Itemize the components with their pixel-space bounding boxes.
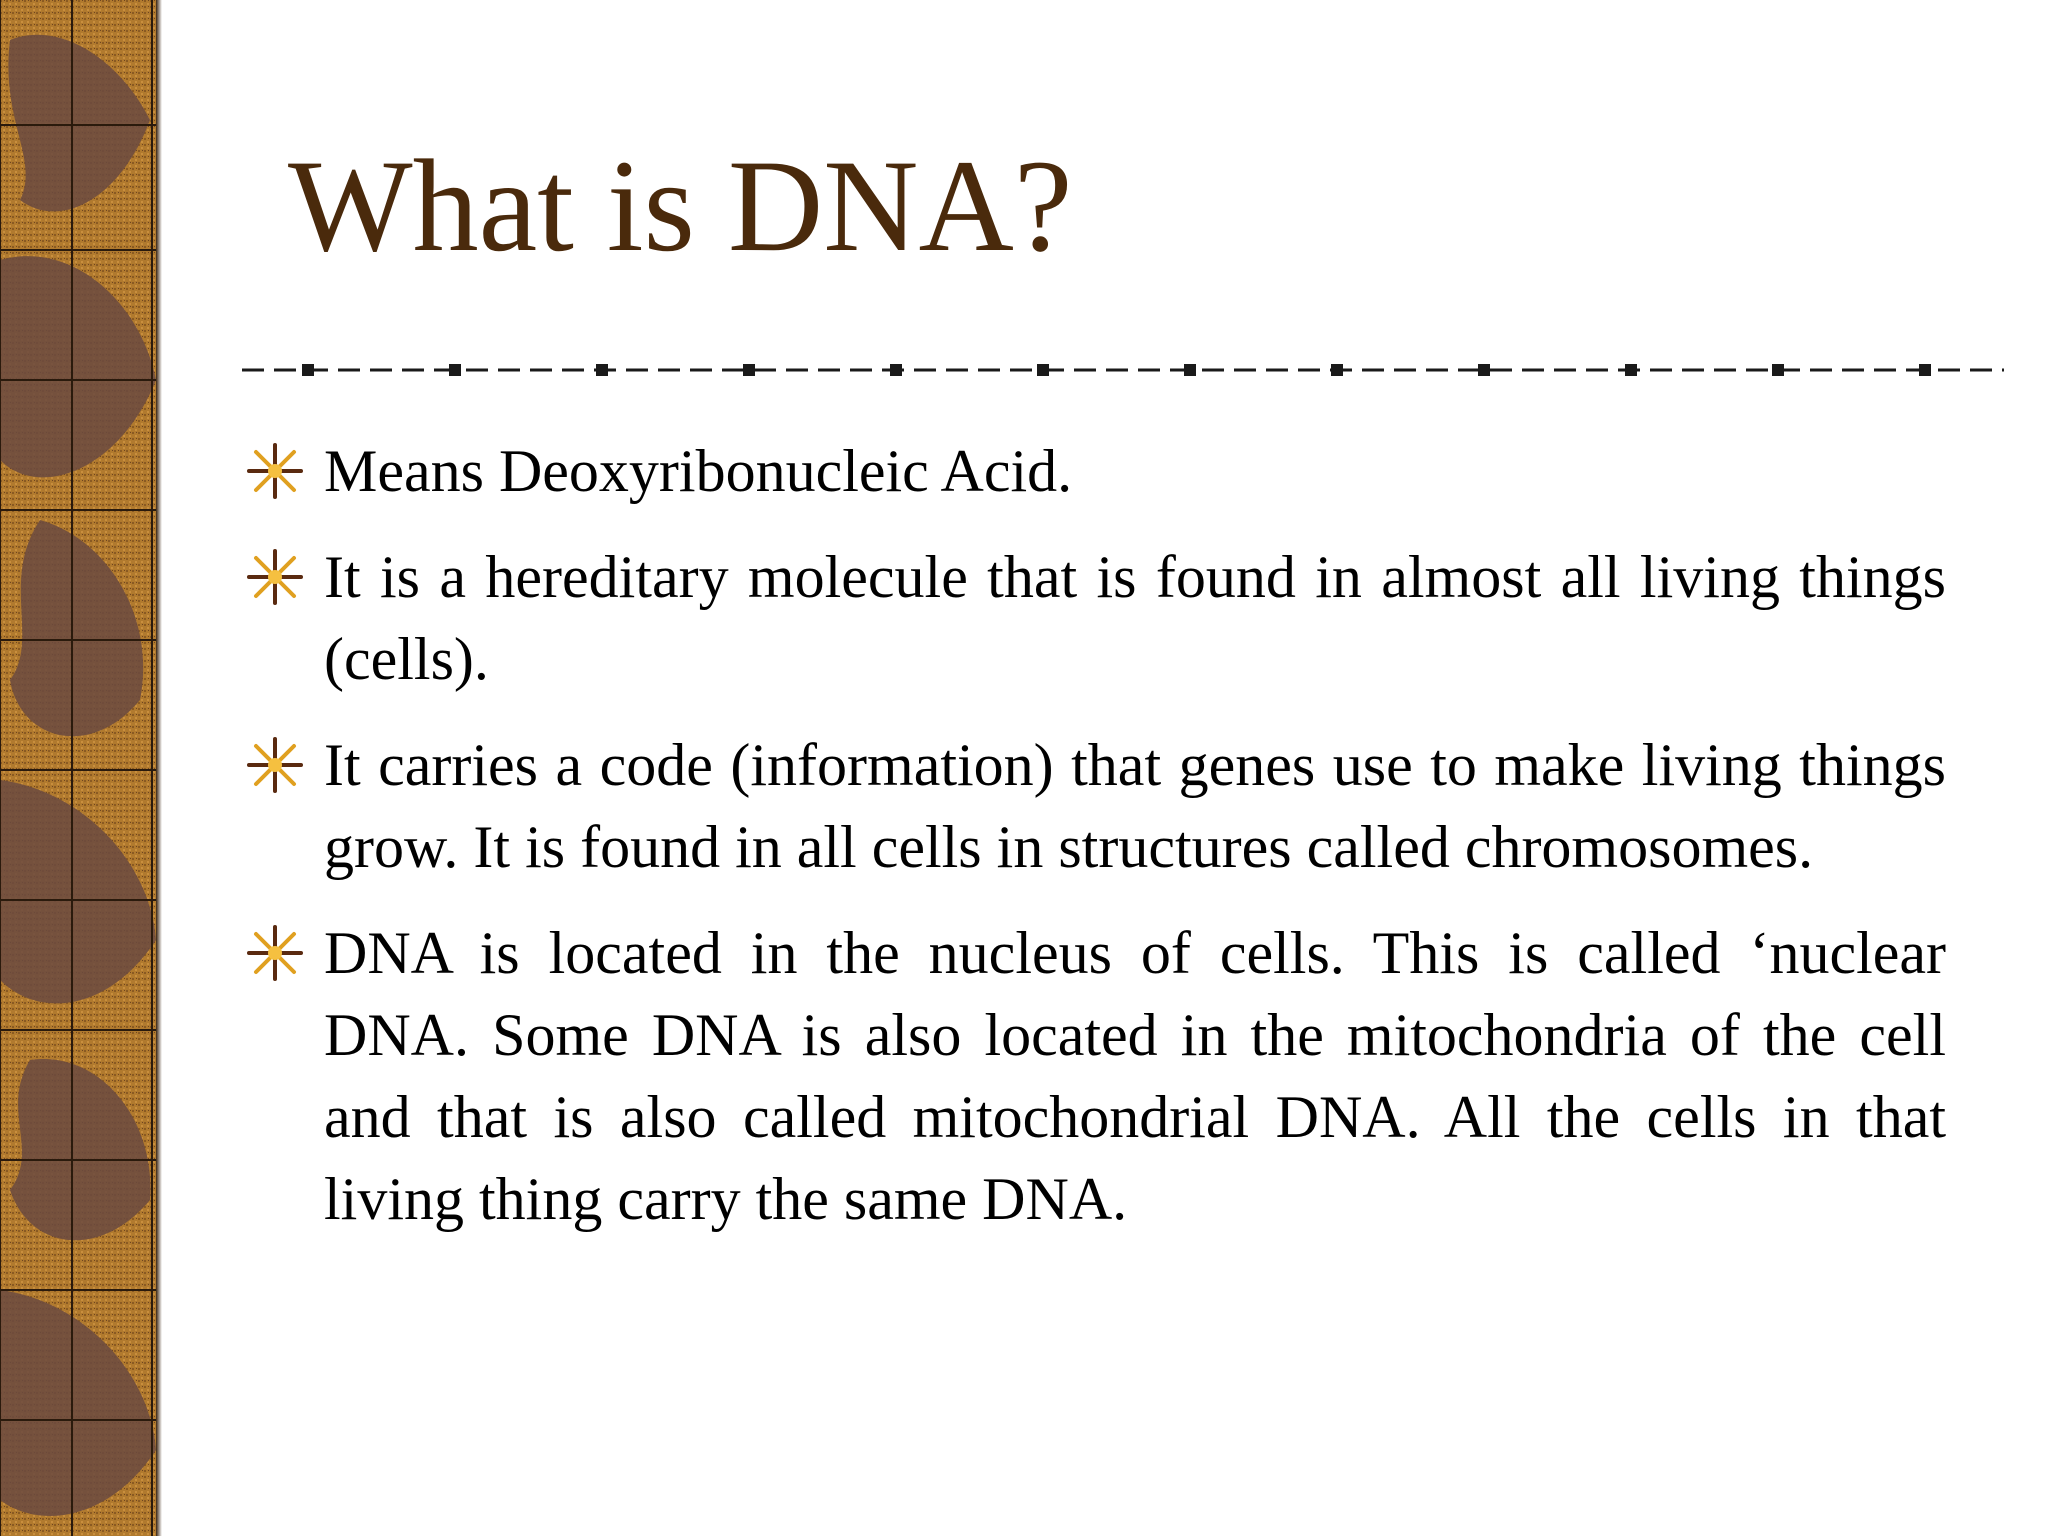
bullet-text: Means Deoxyribonucleic Acid. [324,438,1073,504]
leaf-pattern-icon [0,0,156,1536]
bullet-item [240,724,1946,888]
slide-title: What is DNA? [288,132,1073,279]
bullet-item [240,536,1946,700]
star-burst-icon [246,548,304,606]
dotted-divider [242,360,2004,380]
bullet-text: DNA is located in the nucleus of cells. This is called ‘nuclear DNA. Some DNA is also located in the mitochondria of the cell and that is also called mitochondrial DNA. All the cells in that living thing carry the same DNA. [324,920,1946,1232]
star-burst-icon [246,924,304,982]
decorative-side-border [0,0,156,1536]
bullet-item [240,912,1946,1240]
bullet-item [240,430,1946,512]
side-border-shadow [156,0,162,1536]
bullet-list [240,430,1946,1264]
star-burst-icon [246,442,304,500]
bullet-text: It is a hereditary molecule that is found in almost all living things (cells). [324,544,1946,692]
bullet-text: It carries a code (information) that genes use to make living things grow. It is found in all cells in structures called chromosomes. [324,732,1946,880]
star-burst-icon [246,736,304,794]
